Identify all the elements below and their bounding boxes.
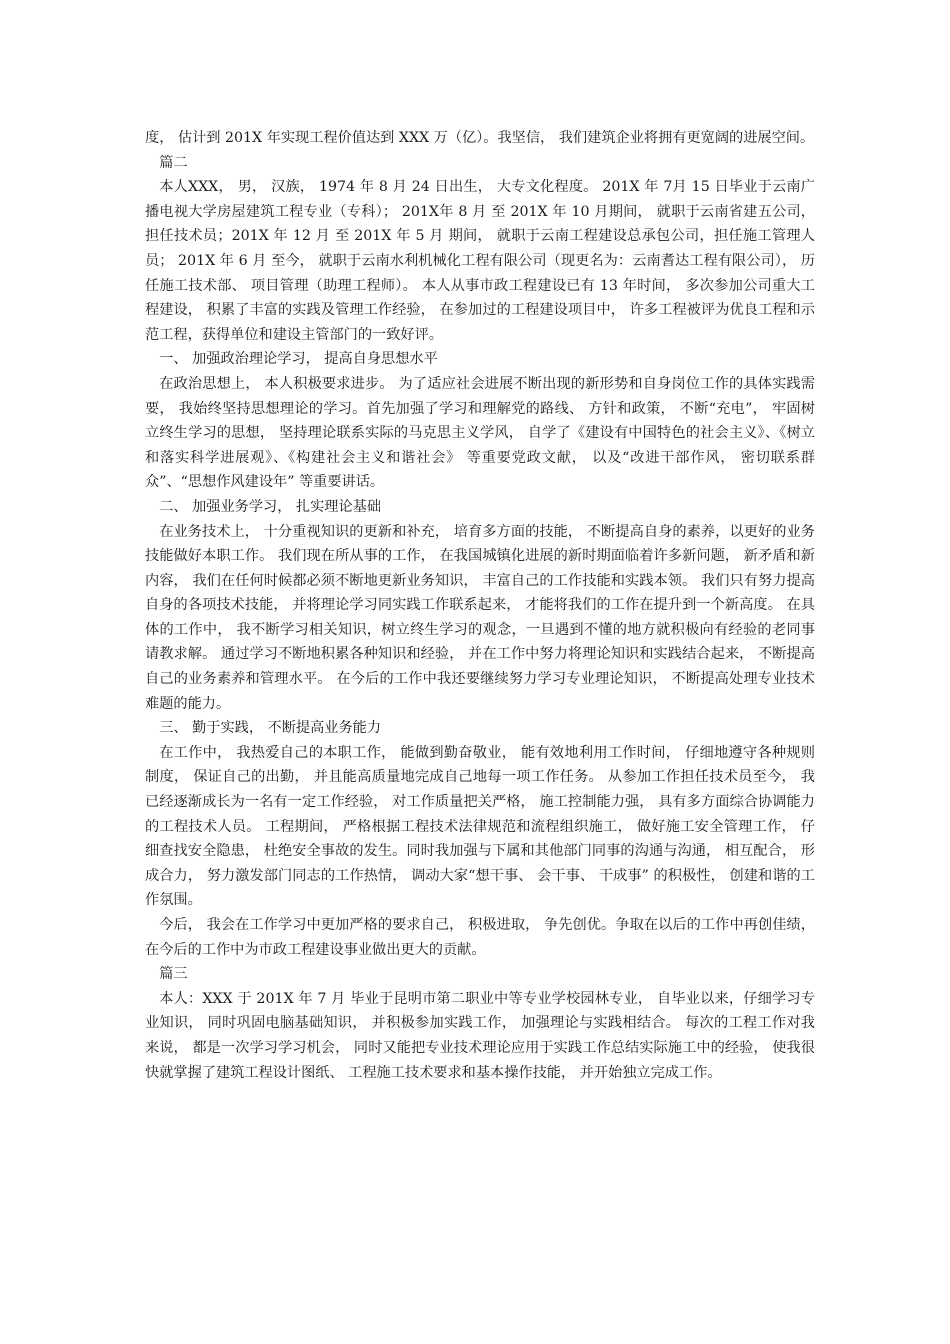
heading-political-study: 一、 加强政治理论学习， 提高自身思想水平 (159, 351, 438, 368)
document-body (145, 126, 815, 1085)
paragraph-business-study: 在业务技术上， 十分重视知识的更新和补充， 培育多方面的技能， 不断提高自身的素养，以更好的业务技能做好本职工作。 我们现在所从事的工作， 在我国城镇化进展的新时期面临着许多新问题， 新矛盾和新内容， 我们在任何时候都必须不断地更新业务知识， 丰富自己的工作技能和实践本领。 我们只有努力提高自身的各项技术技能， 并将理论学习同实践工作联系起来， 才能将我们的工作在提升到一个新高度。 在具体的工作中， 我不断学习相关知识，树立终生学习的观念，一旦遇到不懂的地方就积极向有经验的老同事请教求解。 通过学习不断地积累各种知识和经验， 并在工作中努力将理论知识和实践结合起来， 不断提高自己的业务素养和管理水平。 在今后的工作中我还要继续努力学习专业理论知识， 不断提高处理专业技术难题的能力。 (145, 523, 815, 712)
section-title-part-three: 篇三 (159, 966, 188, 983)
paragraph-continuation: 度， 估计到 201X 年实现工程价值达到 XXX 万（亿）。我坚信， 我们建筑企业将拥有更宽阔的进展空间。 (145, 130, 815, 146)
heading-practice: 三、 勤于实践， 不断提高业务能力 (159, 720, 382, 737)
paragraph-political-study: 在政治思想上， 本人积极要求进步。 为了适应社会进展不断出现的新形势和自身岗位工作的具体实践需要， 我始终坚持思想理论的学习。首先加强了学习和理解党的路线、 方针和政策， 不断“充电”， 牢固树立终生学习的思想， 坚持理论联系实际的马克思主义学风， 自学了《建设有中国特色的社会主义》、《树立和落实科学进展观》、《构建社会主义和谐社会》 等重要党政文献， 以及“改进干部作风， 密切联系群众”、“思想作风建设年” 等重要讲话。 (145, 375, 815, 491)
paragraph-personal-profile: 本人XXX， 男， 汉族， 1974 年 8 月 24 日出生， 大专文化程度。 201X 年 7月 15 日毕业于云南广播电视大学房屋建筑工程专业（专科）； 201X年 8 月 至 201X 年 10 月期间， 就职于云南省建五公司， 担任技术员；201X 年 12 月 至 201X 年 5 月 期间， 就职于云南工程建设总承包公司，担任施工管理人员； 201X 年 6 月 至今， 就职于云南水利机械化工程有限公司（现更名为：云南耆达工程有限公司）， 历任施工技术部、 项目管理（助理工程师）。 本人从事市政工程建设已有 13 年时间， 多次参加公司重大工程建设， 积累了丰富的实践及管理工作经验， 在参加过的工程建设项目中， 许多工程被评为优良工程和示范工程，获得单位和建设主管部门的一致好评。 (145, 179, 815, 343)
paragraph-part-three-profile: 本人：XXX 于 201X 年 7 月 毕业于昆明市第二职业中等专业学校园林专业， 自毕业以来，仔细学习专业知识， 同时巩固电脑基础知识， 并积极参加实践工作， 加强理论与实践相结合。 每次的工程工作对我来说， 都是一次学习学习机会， 同时又能把专业技术理论应用于实践工作总结实际施工中的经验， 使我很快就掌握了建筑工程设计图纸、 工程施工技术要求和基本操作技能， 并开始独立完成工作。 (145, 990, 815, 1081)
heading-business-study: 二、 加强业务学习， 扎实理论基础 (159, 498, 382, 515)
section-title-part-two: 篇二 (159, 154, 188, 171)
paragraph-practice: 在工作中， 我热爱自己的本职工作， 能做到勤奋敬业， 能有效地利用工作时间， 仔细地遵守各种规则制度， 保证自己的出勤， 并且能高质量地完成自己地每一项工作任务。 从参加工作担任技术员至今， 我已经逐渐成长为一名有一定工作经验， 对工作质量把关严格， 施工控制能力强， 具有多方面综合协调能力的工程技术人员。 工程期间， 严格根据工程技术法律规范和流程组织施工， 做好施工安全管理工作， 仔细查找安全隐患， 杜绝安全事故的发生。同时我加强与下属和其他部门同事的沟通与沟通， 相互配合， 形成合力， 努力激发部门同志的工作热情， 调动大家“想干事、 会干事、 干成事” 的积极性， 创建和谐的工作氛围。 (145, 744, 815, 909)
paragraph-future: 今后， 我会在工作学习中更加严格的要求自己， 积极进取， 争先创优。争取在以后的工作中再创佳绩， 在今后的工作中为市政工程建设事业做出更大的贡献。 (145, 917, 815, 958)
